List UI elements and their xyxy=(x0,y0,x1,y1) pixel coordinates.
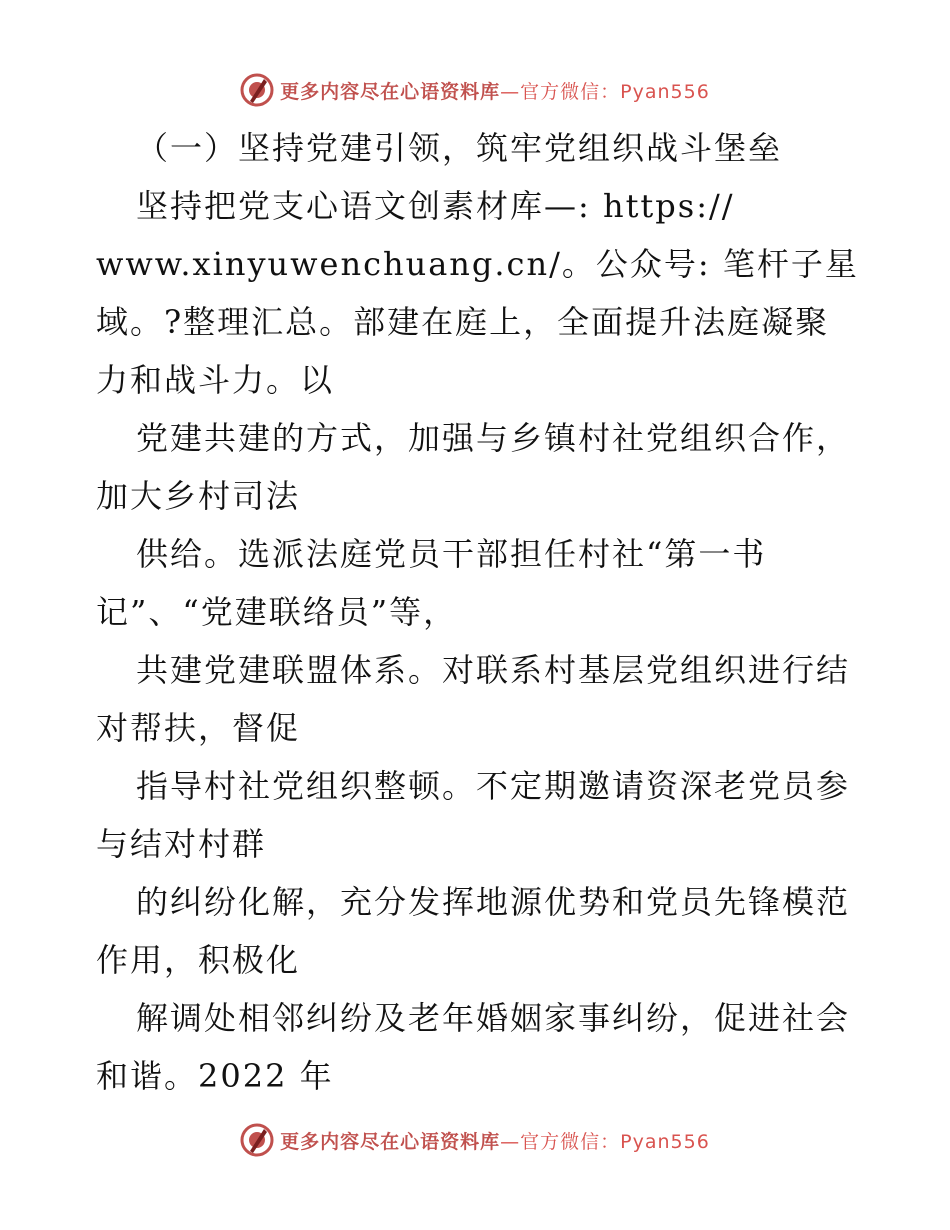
header-banner xyxy=(0,70,950,110)
body-line: 解调处相邻纠纷及老年婚姻家事纠纷，促进社会 xyxy=(136,999,851,1037)
body-line: 记”、“党建联络员”等， xyxy=(96,593,458,631)
brand-logo-icon xyxy=(240,73,274,107)
body-line: 党建共建的方式，加强与乡镇村社党组织合作， xyxy=(136,419,851,457)
body-line: 的纠纷化解，充分发挥地源优势和党员先锋模范 xyxy=(136,883,851,921)
body-line: 对帮扶，督促 xyxy=(96,709,301,747)
footer-brand-text: 更多内容尽在心语资料库 xyxy=(280,1130,501,1153)
body-line: www.xinyuwenchuang.cn/。公众号: 笔杆子星 xyxy=(96,245,859,283)
footer-wechat-text: —官方微信：Pyan556 xyxy=(500,1130,710,1153)
body-line: 共建党建联盟体系。对联系村基层党组织进行结 xyxy=(136,651,851,689)
section-heading: （一）坚持党建引领，筑牢党组织战斗堡垒 xyxy=(136,129,783,167)
footer-banner xyxy=(0,1120,950,1160)
body-line: 指导村社党组织整顿。不定期邀请资深老党员参 xyxy=(136,767,851,805)
body-line: 供给。选派法庭党员干部担任村社“第一书 xyxy=(136,535,767,573)
body-line: 坚持把党支心语文创素材库—: https:// xyxy=(136,187,735,225)
body-line: 加大乡村司法 xyxy=(96,477,301,515)
body-line: 域。?整理汇总。部建在庭上，全面提升法庭凝聚 xyxy=(96,303,830,341)
body-line: 作用，积极化 xyxy=(96,941,301,979)
header-brand-text: 更多内容尽在心语资料库 xyxy=(280,80,501,103)
header-wechat-text: —官方微信：Pyan556 xyxy=(500,80,710,103)
body-line: 和谐。2022 年 xyxy=(96,1057,334,1095)
body-line: 力和战斗力。以 xyxy=(96,361,335,399)
body-line: 与结对村群 xyxy=(96,825,267,863)
brand-logo-icon xyxy=(240,1123,274,1157)
